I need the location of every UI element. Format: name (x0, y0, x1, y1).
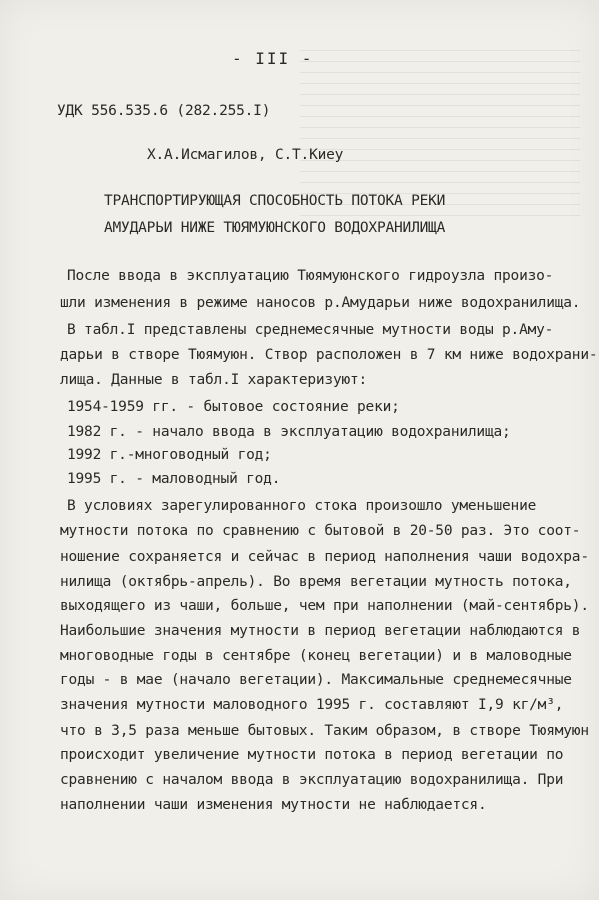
body-line: нилища (октябрь-апрель). Во время вегетации мутность потока, (60, 574, 572, 590)
body-line: сравнению с началом ввода в эксплуатацию водохранилища. При (60, 772, 564, 788)
body-line: выходящего из чаши, больше, чем при наполнении (май-сентябрь). (60, 598, 589, 614)
body-line: 1954-1959 гг. - бытовое состояние реки; (67, 399, 400, 415)
title-line: ТРАНСПОРТИРУЮЩАЯ СПОСОБНОСТЬ ПОТОКА РЕКИ (104, 193, 446, 209)
page-number: - III - (232, 49, 314, 68)
title-line: АМУДАРЬИ НИЖЕ ТЮЯМУЮНСКОГО ВОДОХРАНИЛИЩА (104, 220, 446, 236)
body-line: Наибольшие значения мутности в период вегетации наблюдаются в (60, 623, 581, 639)
body-line: дарьи в створе Тюямуюн. Створ расположен в 7 км ниже водохрани- (60, 347, 598, 363)
body-line: наполнении чаши изменения мутности не наблюдается. (60, 797, 487, 813)
body-line: 1982 г. - начало ввода в эксплуатацию водохранилища; (67, 424, 511, 440)
body-line: В табл.I представлены среднемесячные мутности воды р.Аму- (67, 322, 554, 338)
body-line: значения мутности маловодного 1995 г. составляют I,9 кг/м³, (60, 697, 564, 713)
body-line: ношение сохраняется и сейчас в период наполнения чаши водохра- (60, 549, 589, 565)
body-line: многоводные годы в сентябре (конец вегетации) и в маловодные (60, 648, 572, 664)
body-line: происходит увеличение мутности потока в период вегетации по (60, 747, 564, 763)
body-line: шли изменения в режиме наносов р.Амударьи ниже водохранилища. (60, 295, 581, 311)
body-line: 1995 г. - маловодный год. (67, 471, 281, 487)
body-line: В условиях зарегулированного стока произошло уменьшение (67, 498, 537, 514)
body-line: После ввода в эксплуатацию Тюямуюнского гидроузла произо- (67, 268, 554, 284)
udc-code: УДК 556.535.6 (282.255.I) (57, 103, 271, 119)
body-line: лища. Данные в табл.I характеризуют: (60, 372, 368, 388)
body-line: 1992 г.-многоводный год; (67, 447, 272, 463)
body-line: годы - в мае (начало вегетации). Максимальные среднемесячные (60, 672, 572, 688)
body-line: что в 3,5 раза меньше бытовых. Таким образом, в створе Тюямуюн (60, 723, 589, 739)
body-line: мутности потока по сравнению с бытовой в 20-50 раз. Это соот- (60, 523, 581, 539)
authors: Х.А.Исмагилов, С.Т.Киеу (147, 147, 344, 163)
